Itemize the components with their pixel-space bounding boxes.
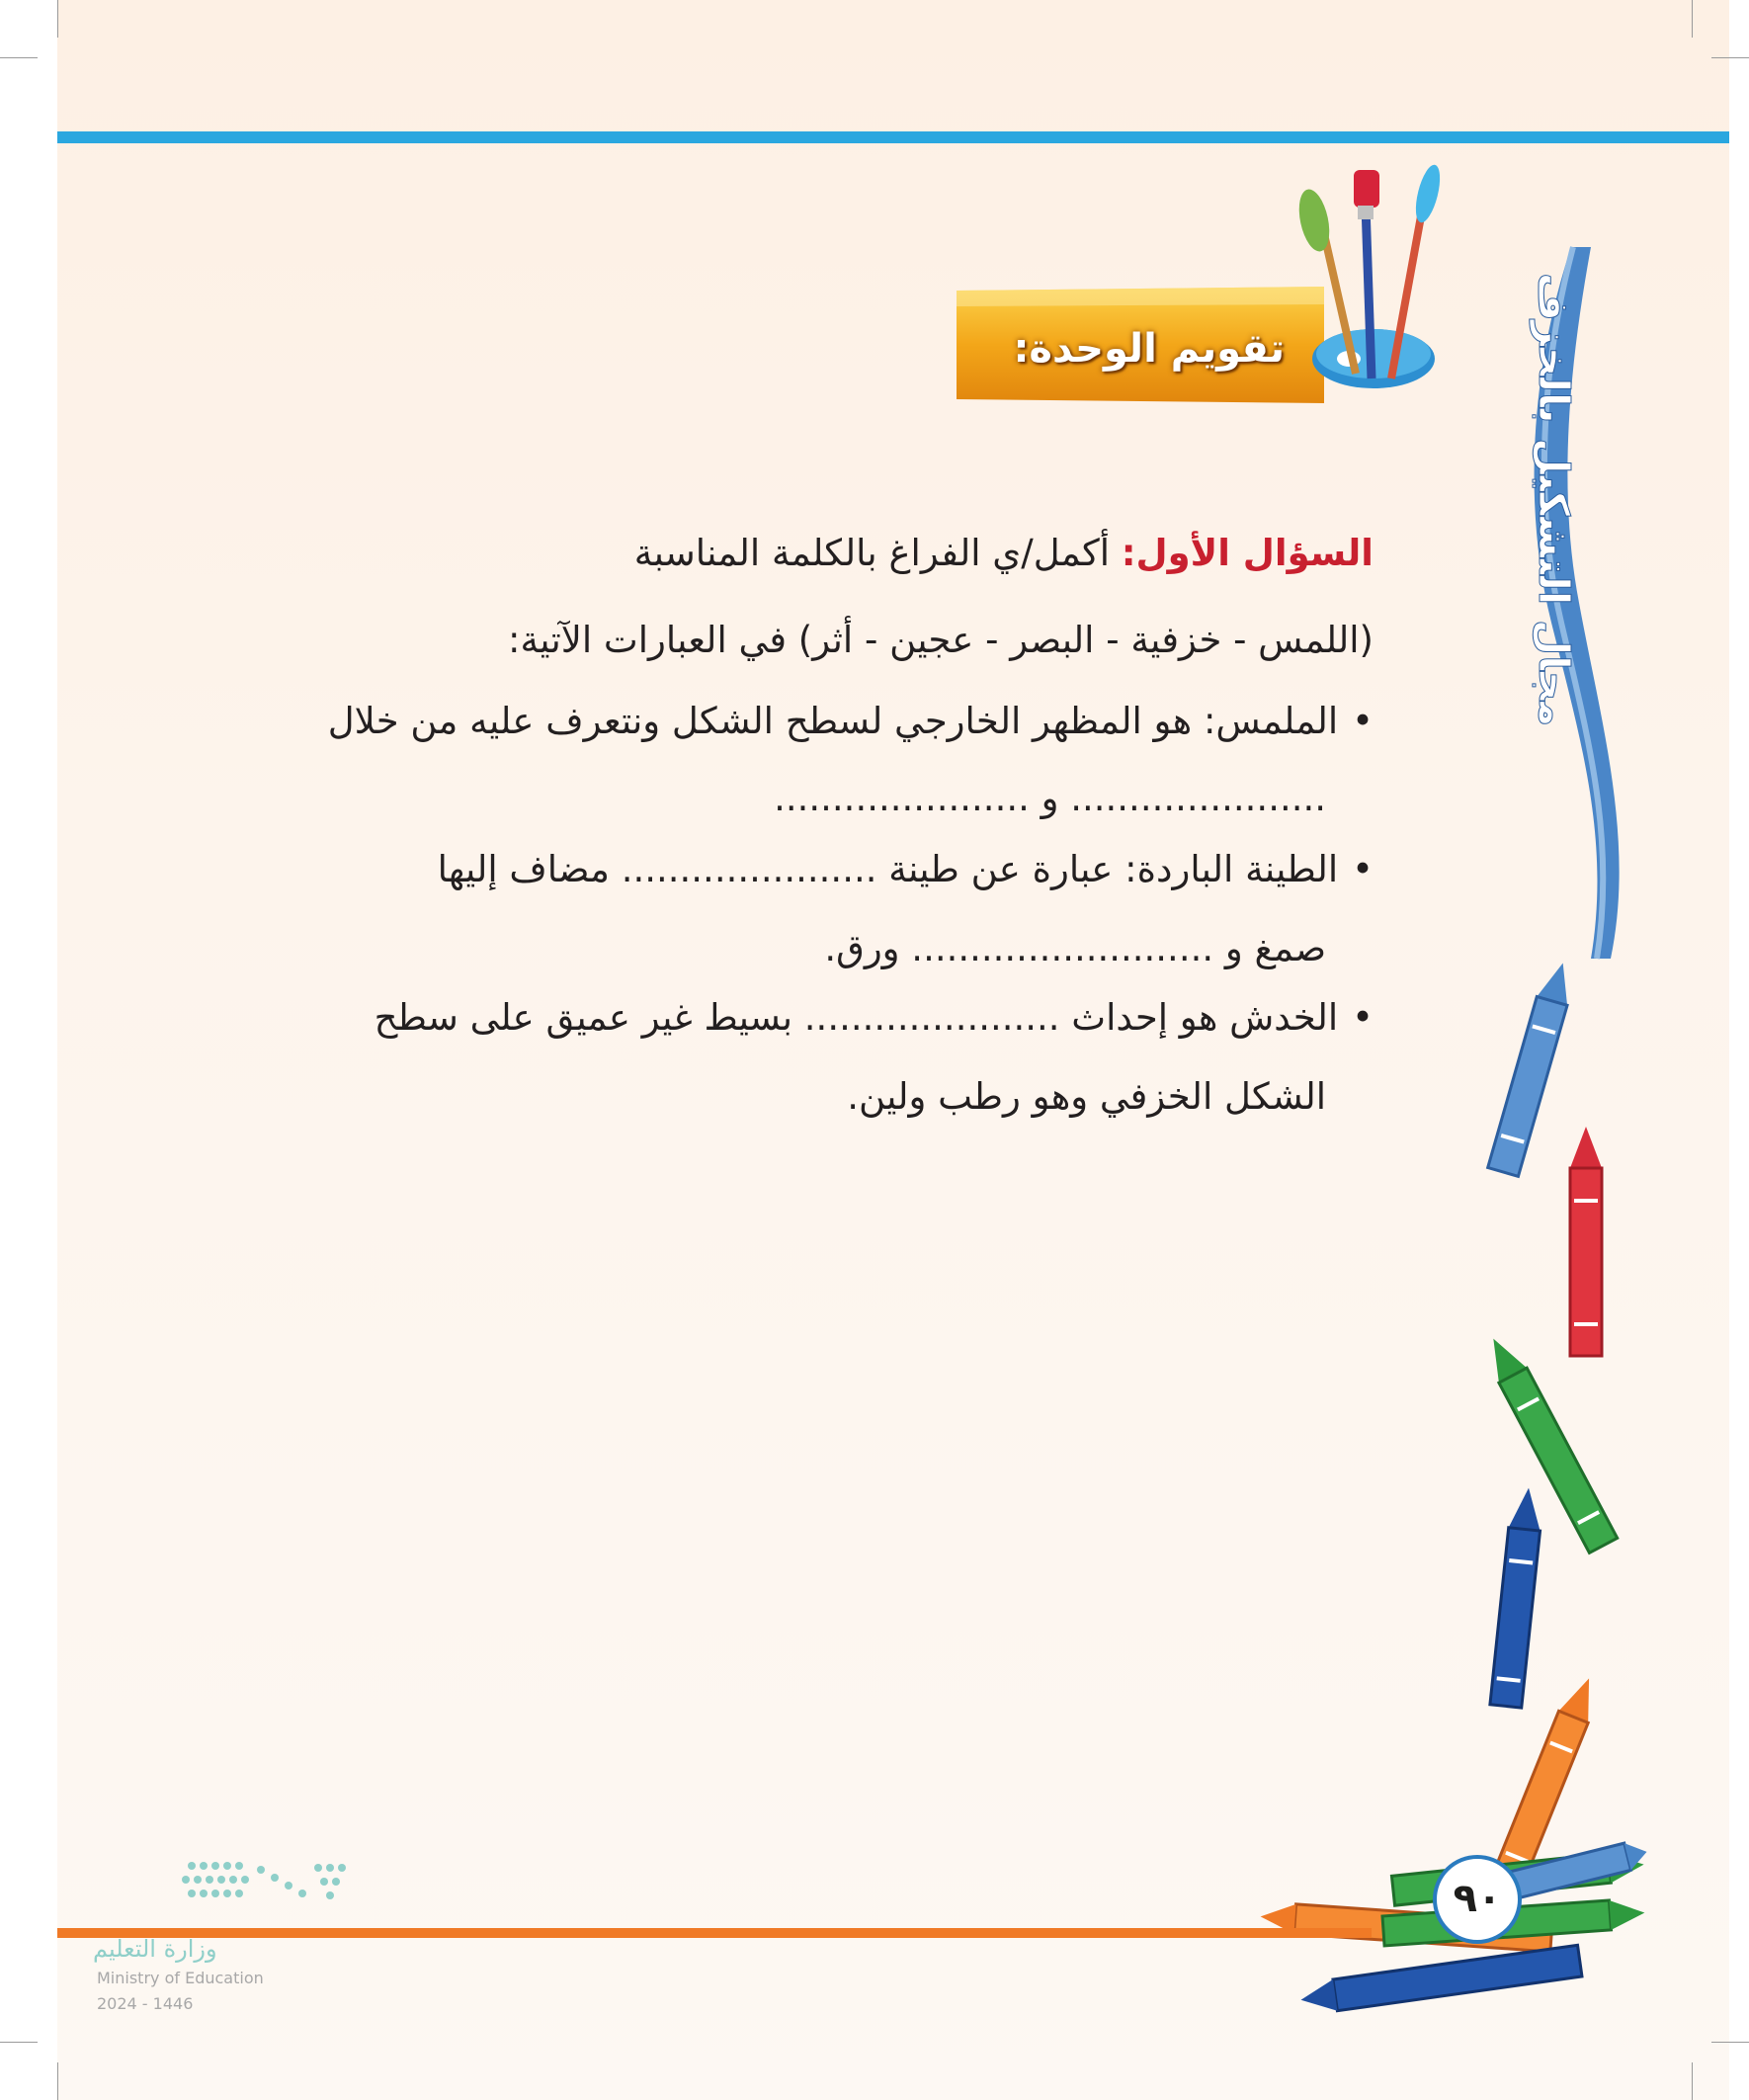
crop-mark [0,57,38,58]
bullet-icon: • [1352,996,1374,1039]
question-heading [634,532,1374,574]
word-bank: (اللمس - خزفية - البصر - عجين - أثر) في العبارات الآتية: [508,619,1374,661]
bottom-accent-bar [57,1928,1372,1938]
top-accent-bar [57,131,1729,143]
crop-mark [57,2062,58,2100]
question-instruction: أكمل/ي الفراغ بالكلمة المناسبة [633,532,1110,574]
bullet-icon: • [1352,700,1374,742]
crop-mark [1711,57,1749,58]
list-item [328,700,1374,742]
item-text: الملمس: هو المظهر الخارجي لسطح الشكل ونتعرف عليه من خلال [327,700,1339,742]
list-item [375,996,1374,1039]
crop-mark [0,2042,38,2043]
item-continuation: صمغ و .......................... ورق. [824,927,1326,969]
ministry-logo-icon [93,1858,350,1927]
paint-brushes-icon [1294,166,1443,412]
ministry-name-english: Ministry of Education [97,1969,264,1987]
list-item [438,848,1374,890]
item-continuation: الشكل الخزفي وهو رطب ولين. [847,1075,1326,1118]
unit-title: تقويم الوحدة: [1013,326,1285,372]
item-text: الخدش هو إحداث ...................... بسيط غير عميق على سطح [374,996,1339,1039]
side-title [1480,273,1578,905]
page-number: ٩٠ [1433,1855,1522,1944]
ministry-name-arabic: وزارة التعليم [93,1935,217,1963]
question-label: السؤال الأول: [1121,532,1374,574]
item-continuation: ...................... و ...................... [774,777,1326,819]
side-title-text: مجال التشكيل بالخزف [1530,273,1578,727]
crop-mark [57,0,58,38]
item-text: الطينة الباردة: عبارة عن طينة ...................... مضاف إليها [437,848,1339,890]
bullet-icon: • [1352,848,1374,890]
crop-mark [1692,0,1693,38]
ministry-year: 2024 - 1446 [97,1994,194,2013]
crop-mark [1711,2042,1749,2043]
crop-mark [1692,2062,1693,2100]
